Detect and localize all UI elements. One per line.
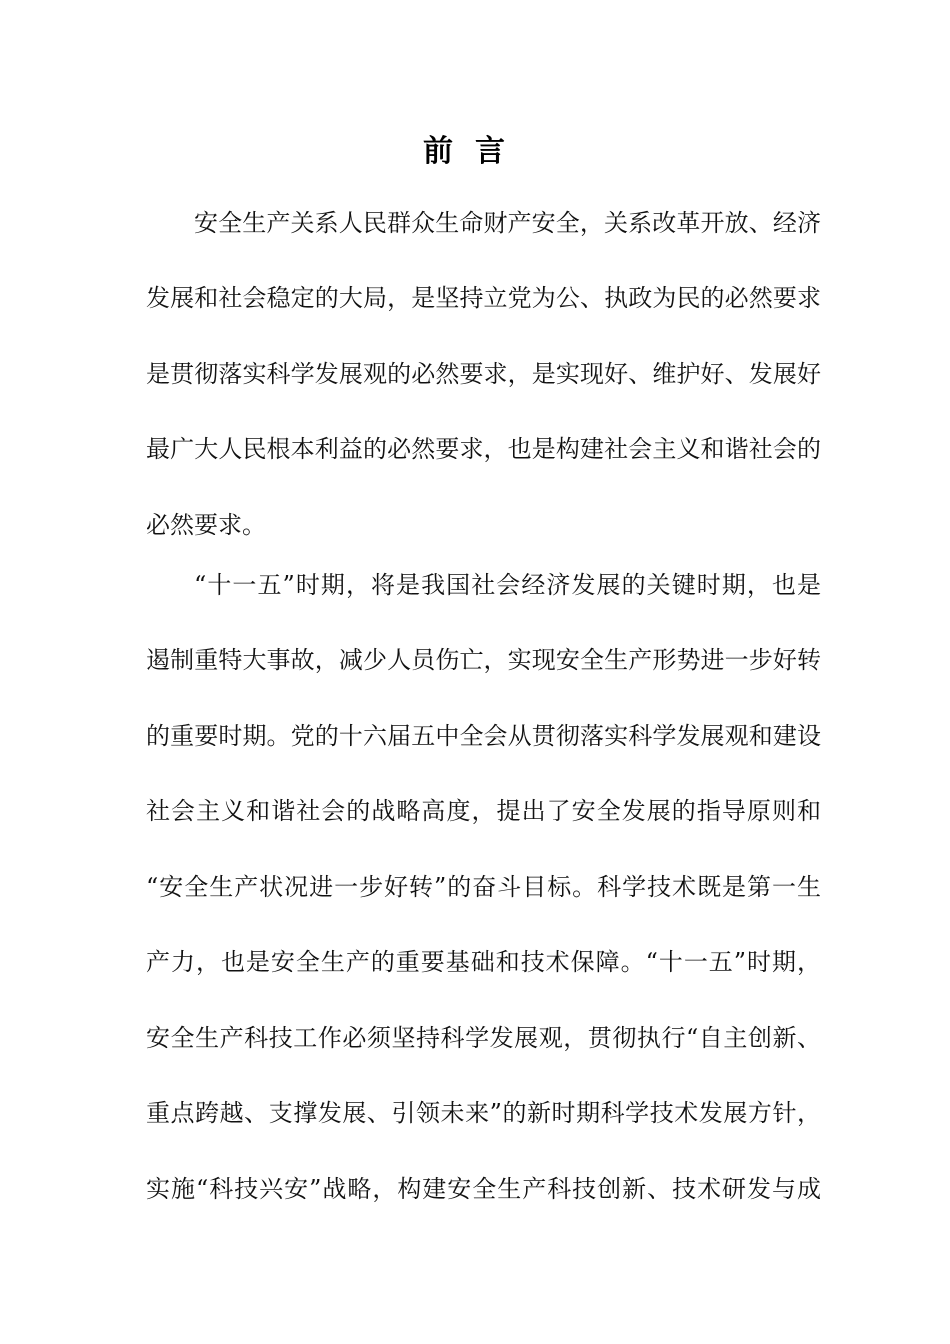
paragraph-line: 产力，也是安全生产的重要基础和技术保障。“十一五”时期， xyxy=(146,948,821,976)
paragraph-line: 遏制重特大事故，减少人员伤亡，实现安全生产形势进一步好转 xyxy=(146,646,821,674)
paragraph-line: 是贯彻落实科学发展观的必然要求，是实现好、维护好、发展好 xyxy=(146,360,821,388)
page-title: 前言 xyxy=(423,134,527,169)
paragraph-line: 必然要求。 xyxy=(146,511,266,539)
paragraph-line: 发展和社会稳定的大局，是坚持立党为公、执政为民的必然要求 xyxy=(146,284,821,312)
paragraph-line: “十一五”时期，将是我国社会经济发展的关键时期，也是 xyxy=(194,571,821,599)
paragraph-line: 安全生产关系人民群众生命财产安全，关系改革开放、经济 xyxy=(194,209,821,237)
paragraph-line: 重点跨越、支撑发展、引领未来”的新时期科学技术发展方针， xyxy=(146,1099,821,1127)
paragraph-line: 最广大人民根本利益的必然要求，也是构建社会主义和谐社会的 xyxy=(146,435,821,463)
paragraph-line: 社会主义和谐社会的战略高度，提出了安全发展的指导原则和 xyxy=(146,797,821,825)
paragraph-line: “安全生产状况进一步好转”的奋斗目标。科学技术既是第一生 xyxy=(146,873,821,901)
paragraph-line: 的重要时期。党的十六届五中全会从贯彻落实科学发展观和建设 xyxy=(146,722,821,750)
paragraph-line: 实施“科技兴安”战略，构建安全生产科技创新、技术研发与成 xyxy=(146,1175,821,1203)
paragraph-line: 安全生产科技工作必须坚持科学发展观，贯彻执行“自主创新、 xyxy=(146,1024,821,1052)
